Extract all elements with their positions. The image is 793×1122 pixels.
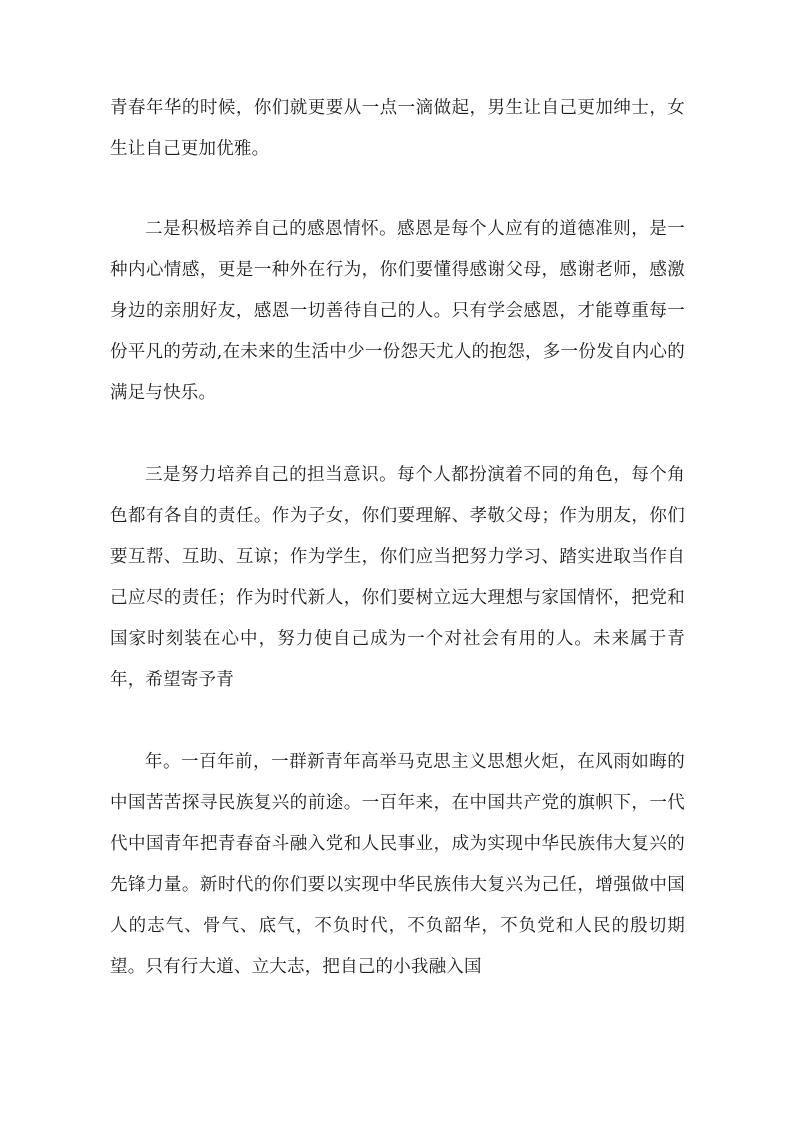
paragraph-spacer xyxy=(110,170,685,209)
paragraph-spacer xyxy=(110,701,685,742)
document-text-body xyxy=(110,88,685,988)
paragraph-2: 二是积极培养自己的感恩情怀。感恩是每个人应有的道德准则，是一种内心情感，更是一种外在行为，你们要懂得感谢父母，感谢老师，感激身边的亲朋好友，感恩一切善待自己的人。只有学会感恩，才能尊重每一份平凡的劳动,在未来的生活中少一份怨天尤人的抱怨，多一份发自内心的满足与快乐。 xyxy=(110,219,685,403)
paragraph-3: 三是努力培养自己的担当意识。每个人都扮演着不同的角色，每个角色都有各自的责任。作为子女，你们要理解、孝敬父母；作为朋友，你们要互帮、互助、互谅；作为学生，你们应当把努力学习、踏实进取当作自己应尽的责任；作为时代新人，你们要树立远大理想与家国情怀，把党和国家时刻装在心中，努力使自己成为一个对社会有用的人。未来属于青年，希望寄予青 xyxy=(110,465,685,690)
paragraph-4: 年。一百年前，一群新青年高举马克思主义思想火炬，在风雨如晦的中国苦苦探寻民族复兴的前途。一百年来，在中国共产党的旗帜下，一代代中国青年把青春奋斗融入党和人民事业，成为实现中华民族伟大复兴的先锋力量。新时代的你们要以实现中华民族伟大复兴为己任，增强做中国人的志气、骨气、底气，不负时代，不负韶华，不负党和人民的殷切期望。只有行大道、立大志，把自己的小我融入国 xyxy=(110,752,685,977)
paragraph-1: 青春年华的时候，你们就更要从一点一滴做起，男生让自己更加绅士，女生让自己更加优雅。 xyxy=(110,98,685,159)
paragraph-spacer xyxy=(110,414,685,455)
